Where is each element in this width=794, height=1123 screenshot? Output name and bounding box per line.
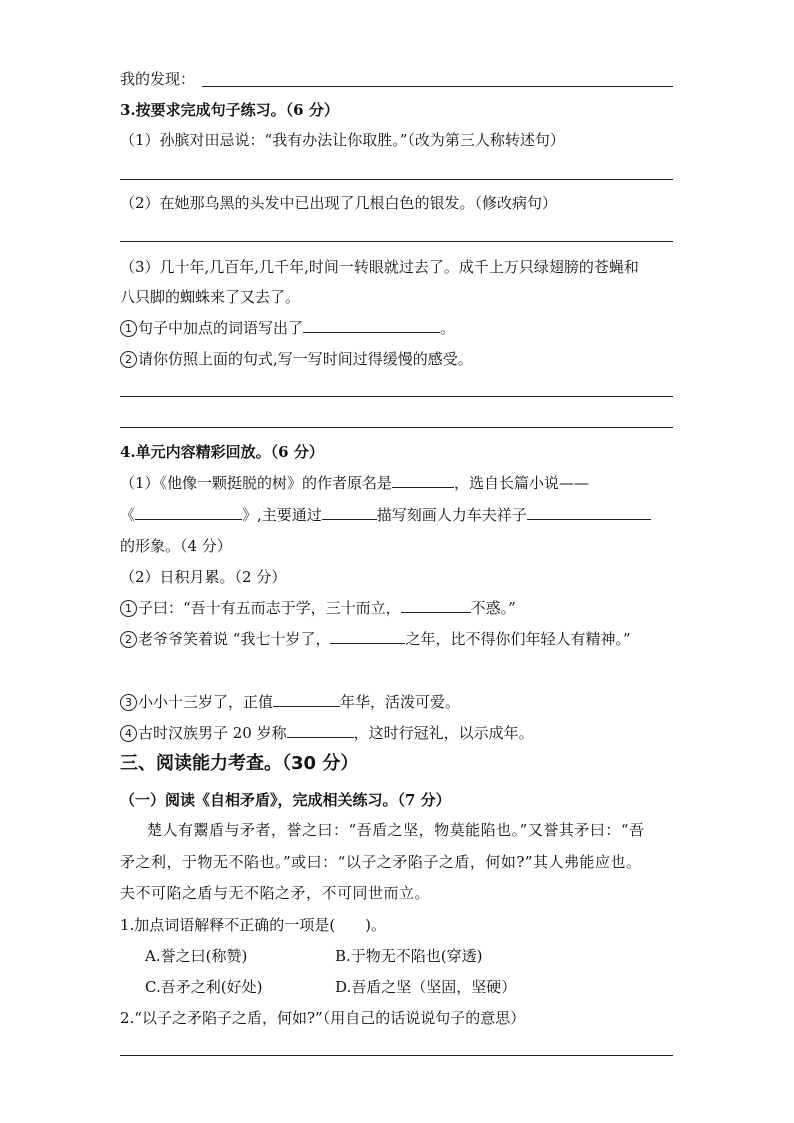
reading-question-2: 2.“以子之矛陷子之盾，何如?”（用自己的话说说句子的意思）	[120, 1009, 526, 1027]
q4-part1-line3: 的形象。（4 分）	[120, 537, 232, 555]
option-c[interactable]: C.吾矛之利(好处)	[145, 978, 263, 996]
q3-sub-question-1: 1 句子中加点的词语写出了 。	[120, 318, 680, 338]
options-row-1	[145, 946, 665, 966]
section-3-heading: 三、阅读能力考查。（30 分）	[120, 753, 359, 774]
option-a[interactable]: A.誉之曰(称赞)	[145, 947, 248, 965]
q4-item-1: 1 子曰：“吾十有五而志于学，三十而立， 不惑。”	[120, 598, 680, 618]
answer-blank[interactable]	[135, 505, 242, 520]
option-d[interactable]: D.吾盾之坚（坚固，坚硬）	[335, 978, 517, 996]
passage-line-3: 夫不可陷之盾与无不陷之矛，不可同世而立。	[120, 884, 431, 902]
q4-part1-line2: 《 》,主要通过 描写刻画人力车夫祥子	[120, 505, 680, 525]
answer-blank[interactable]	[392, 473, 454, 488]
answer-blank[interactable]	[401, 598, 471, 613]
passage-line-2: 矛之利，于物无不陷也。”或曰：“以子之矛陷子之盾，何如?”其人弗能应也。	[120, 853, 642, 871]
q3-sentence-3-line-2: 八只脚的蜘蛛来了又去了。	[120, 288, 301, 306]
q3-title: 3.按要求完成句子练习。（6 分）	[120, 101, 339, 119]
answer-blank[interactable]	[287, 723, 354, 738]
q4-title: 4.单元内容精彩回放。（6 分）	[120, 443, 324, 461]
answer-blank[interactable]	[330, 629, 405, 644]
discovery-label: 我的发现：	[120, 70, 196, 88]
q3-sentence-1: （1）孙膑对田忌说：“我有办法让你取胜。”（改为第三人称转述句）	[120, 131, 565, 149]
q3-answer-line-4[interactable]	[120, 427, 673, 428]
q3-sentence-2: （2）在她那乌黑的头发中已出现了几根白色的银发。（修改病句）	[120, 194, 558, 212]
circled-number: 2	[120, 351, 137, 368]
options-row-2	[145, 977, 665, 997]
answer-blank[interactable]	[303, 318, 440, 333]
q4-item-2: 2 老爷爷笑着说 “我七十岁了， 之年，比不得你们年轻人有精神。”	[120, 629, 680, 649]
q4-part2-title: （2）日积月累。（2 分）	[120, 568, 287, 586]
q4-part1-line1: （1）《他像一颗挺脱的树》的作者原名是 ，选自长篇小说——	[120, 474, 590, 492]
q4-item-4: 4 古时汉族男子 20 岁称 ，这时行冠礼，以示成年。	[120, 723, 680, 743]
passage-line-1: 楚人有鬻盾与矛者，誉之曰：“吾盾之坚，物莫能陷也。”又誉其矛曰：“吾	[147, 821, 645, 839]
q3-answer-line-3[interactable]	[120, 396, 673, 397]
reading-sub-heading: （一）阅读《自相矛盾》，完成相关练习。（7 分）	[120, 791, 451, 809]
discovery-answer-line[interactable]	[202, 86, 673, 87]
q3-answer-line-1[interactable]	[120, 179, 673, 180]
answer-blank[interactable]	[273, 692, 340, 707]
circled-number: 1	[120, 600, 137, 617]
circled-number: 1	[120, 320, 137, 337]
q3-answer-line-2[interactable]	[120, 241, 673, 242]
circled-number: 2	[120, 631, 137, 648]
reading-question-1: 1.加点词语解释不正确的一项是( )。	[120, 916, 387, 934]
answer-blank[interactable]	[527, 505, 651, 520]
q3-sentence-3-line-1: （3）几十年,几百年,几千年,时间一转眼就过去了。成千上万只绿翅膀的苍蝇和	[120, 258, 639, 276]
reading-answer-line[interactable]	[120, 1055, 673, 1056]
q3-sub-question-2: 2 请你仿照上面的句式,写一写时间过得缓慢的感受。	[120, 349, 680, 369]
q4-item-3: 3 小小十三岁了，正值 年华，活泼可爱。	[120, 692, 680, 712]
option-b[interactable]: B.于物无不陷也(穿透)	[335, 947, 483, 965]
circled-number: 4	[120, 725, 137, 742]
answer-blank[interactable]	[322, 505, 377, 520]
circled-number: 3	[120, 694, 137, 711]
